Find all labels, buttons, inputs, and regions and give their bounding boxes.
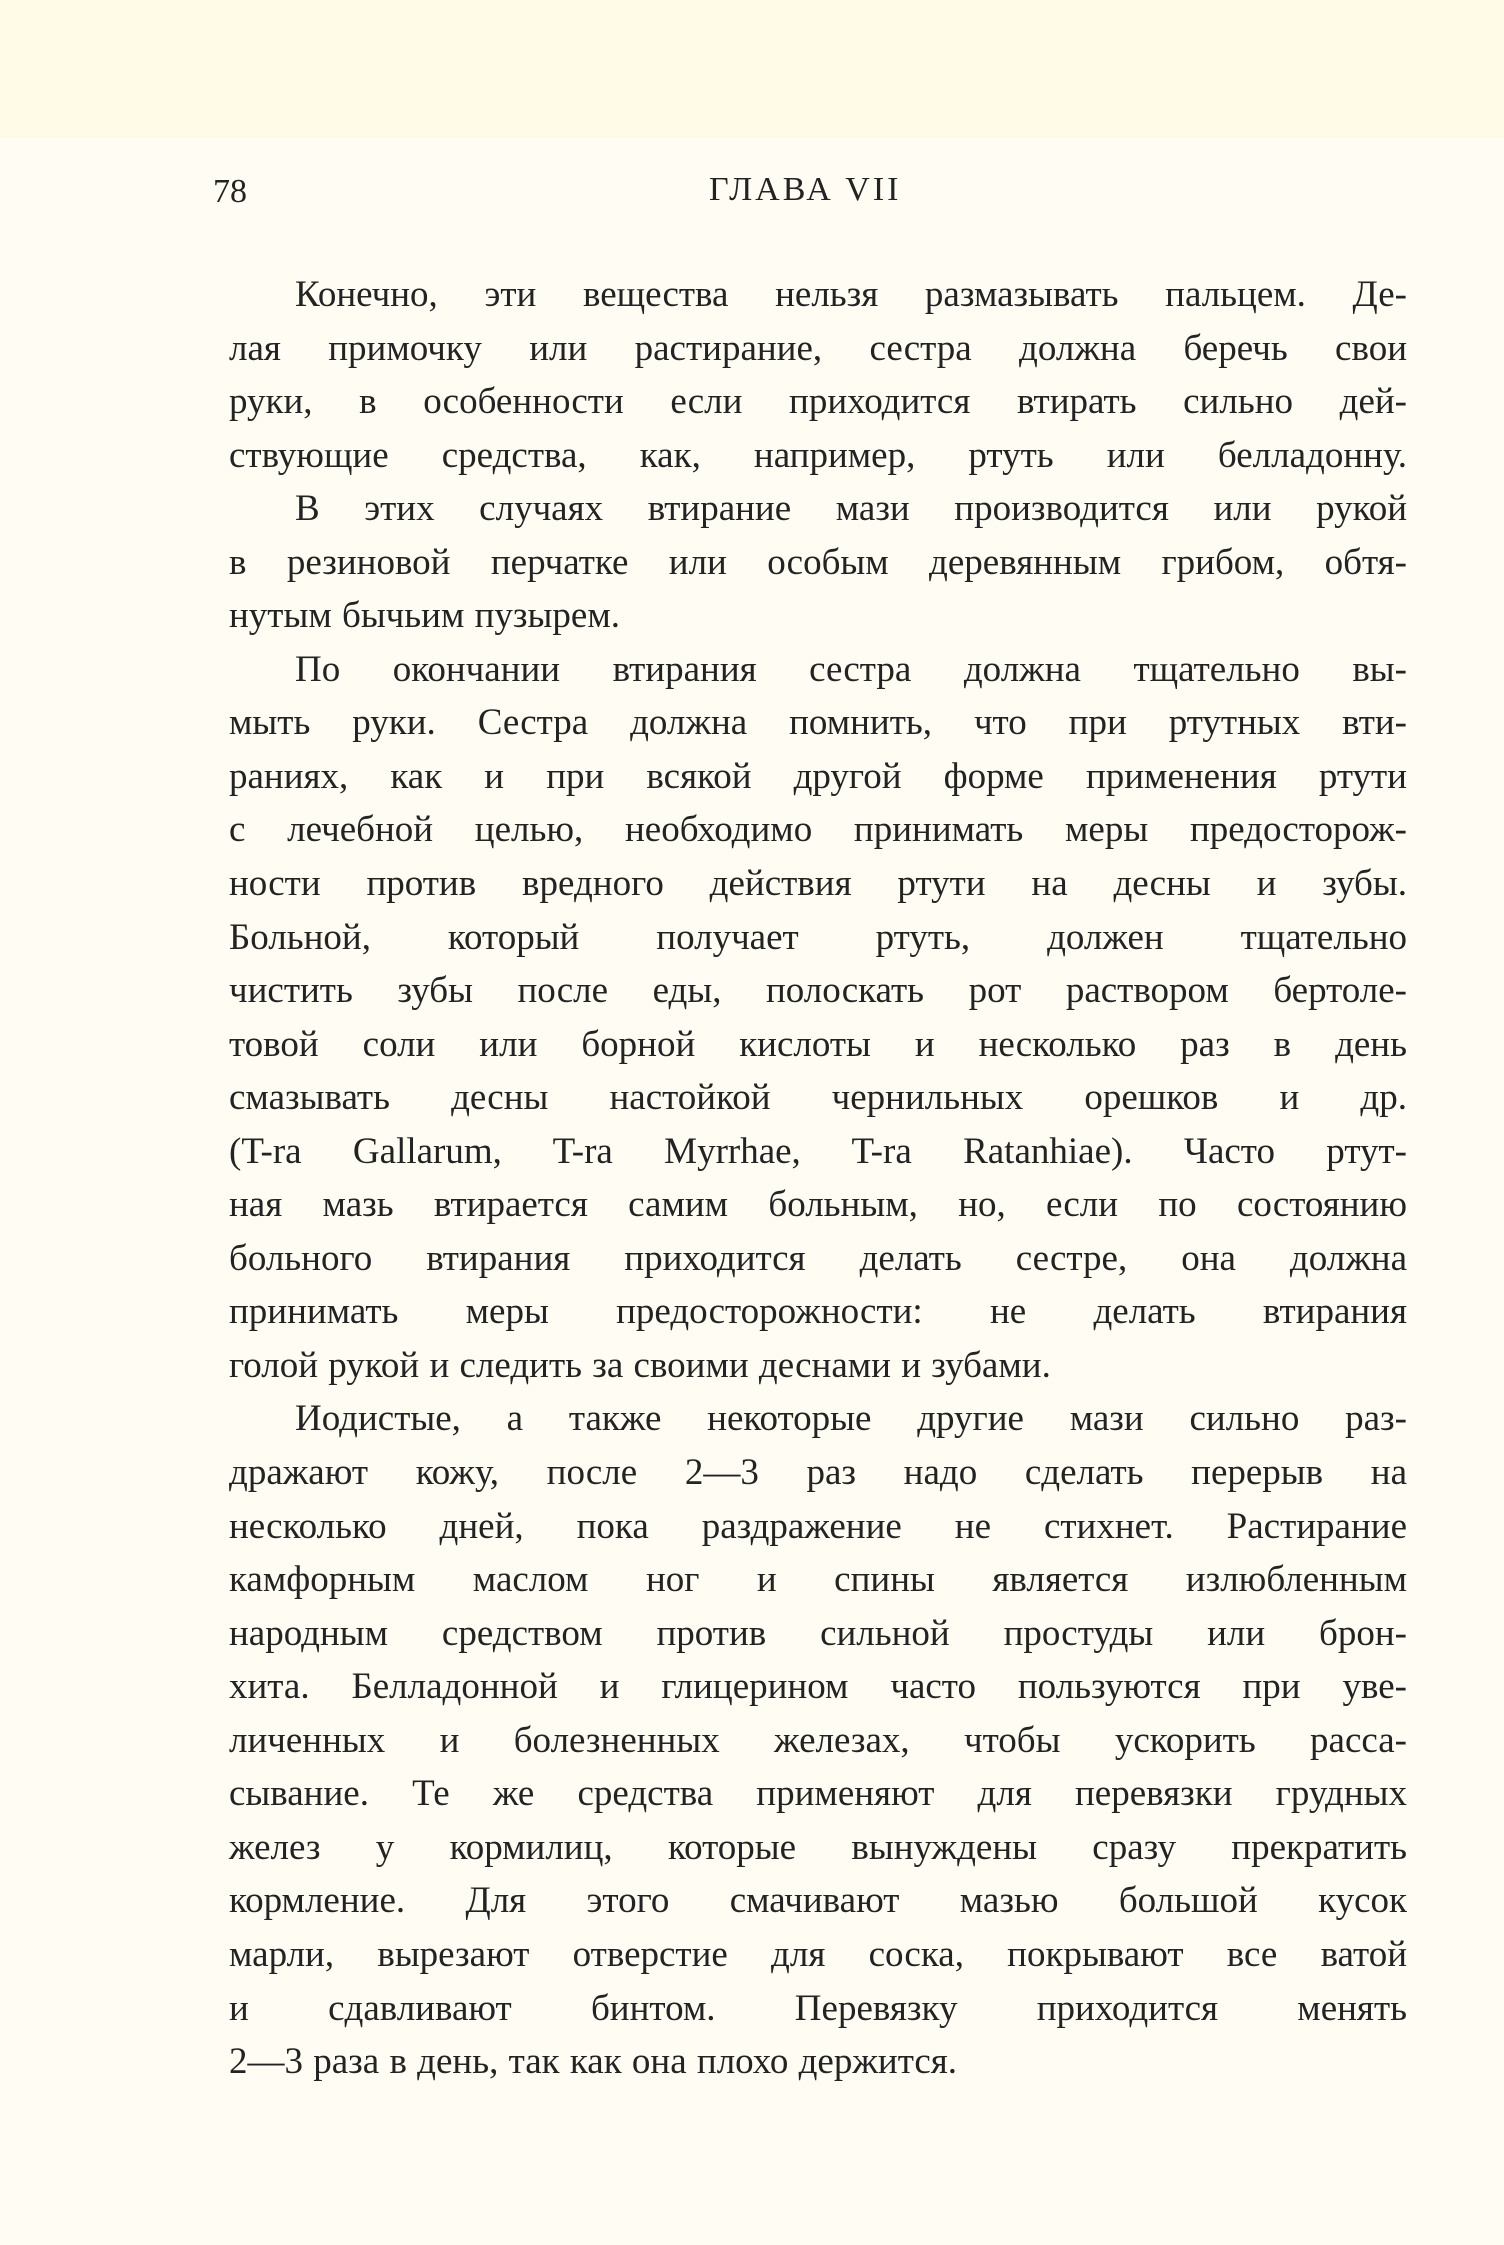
page-number: 78 [213,173,247,210]
text-line: лая примочку или растирание, сестра должна беречь свои [229,327,1407,369]
text-line: Конечно, эти вещества нельзя размазывать пальцем. Де- [295,274,1407,315]
text-line: принимать меры предосторожности: не делать втирания [229,1291,1407,1333]
paragraph-4 [229,1392,1407,2088]
paragraph-3 [229,643,1407,1393]
text-line: кормление. Для этого смачивают мазью большой кусок [229,1880,1407,1922]
text-line: хита. Белладонной и глицерином часто пользуются при уве- [229,1666,1407,1708]
text-line: в резиновой перчатке или особым деревянным грибом, обтя- [229,541,1407,583]
text-line: (T-ra Gallarum, T-ra Myrrhae, T-ra Ratanhiae). Часто ртут- [229,1130,1407,1172]
text-line: марли, вырезают отверстие для соска, покрывают все ватой [229,1933,1407,1975]
text-line: личенных и болезненных железах, чтобы ускорить расса- [229,1719,1407,1761]
text-line: больного втирания приходится делать сестре, она должна [229,1237,1407,1279]
top-margin [0,0,1504,138]
text-line: В этих случаях втирание мази производится или рукой [295,488,1407,530]
text-line: Иодистые, а также некоторые другие мази сильно раз- [295,1398,1407,1440]
paragraph-1 [229,268,1407,482]
text-line: желез у кормилиц, которые вынуждены сразу прекратить [229,1826,1407,1868]
text-line: ности против вредного действия ртути на десны и зубы. [229,863,1407,905]
text-line: чистить зубы после еды, полоскать рот раствором бертоле- [229,970,1407,1012]
text-line: ствующие средства, как, например, ртуть или белладонну. [229,434,1407,476]
text-line: 2—3 раза в день, так как она плохо держится. [229,2041,958,2083]
text-line: ная мазь втирается самим больным, но, если по состоянию [229,1184,1407,1226]
text-line: народным средством против сильной простуды или брон- [229,1612,1407,1654]
text-line: раниях, как и при всякой другой форме применения ртути [229,755,1407,797]
text-line: дражают кожу, после 2—3 раз надо сделать перерыв на [229,1452,1407,1494]
body-text [229,268,1407,2089]
text-line: смазывать десны настойкой чернильных орешков и др. [229,1077,1407,1119]
text-line: сывание. Те же средства применяют для перевязки грудных [229,1773,1407,1815]
text-line: и сдавливают бинтом. Перевязку приходится менять [229,1987,1407,2029]
text-line: камфорным маслом ног и спины является излюбленным [229,1559,1407,1601]
text-line: руки, в особенности если приходится втирать сильно дей- [229,381,1407,423]
paragraph-2 [229,482,1407,643]
text-line: несколько дней, пока раздражение не стихнет. Растирание [229,1505,1407,1547]
text-line: с лечебной целью, необходимо принимать меры предосторож- [229,809,1407,851]
text-line: мыть руки. Сестра должна помнить, что при ртутных вти- [229,702,1407,744]
text-line: нутым бычьим пузырем. [229,595,620,637]
running-head: ГЛАВА VII [709,171,902,208]
text-line: Больной, который получает ртуть, должен тщательно [229,916,1407,958]
text-line: товой соли или борной кислоты и несколько раз в день [229,1023,1407,1065]
text-line: По окончании втирания сестра должна тщательно вы- [295,648,1407,690]
text-line: голой рукой и следить за своими деснами и зубами. [229,1344,1051,1386]
